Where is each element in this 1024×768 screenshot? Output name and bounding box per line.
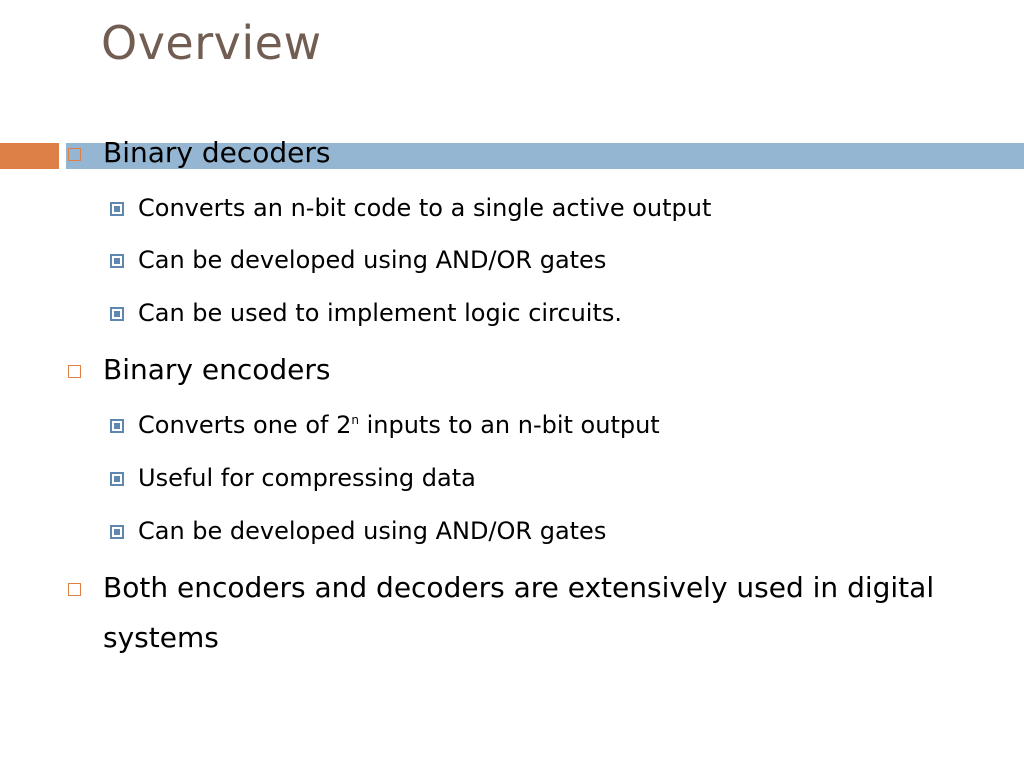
- sub-bullet-text: Useful for compressing data: [138, 464, 476, 492]
- filled-square-bullet-icon: [110, 307, 124, 321]
- sub-bullet-text: Can be developed using AND/OR gates: [138, 517, 607, 545]
- filled-square-bullet-icon: [110, 202, 124, 216]
- sub-bullet-text: Converts an n-bit code to a single active output: [138, 194, 712, 222]
- bullet-text: Binary encoders: [103, 353, 331, 386]
- filled-square-bullet-icon: [110, 419, 124, 433]
- bullet-text: Both encoders and decoders are extensively used in digital systems: [103, 571, 935, 654]
- superscript-n: n: [351, 413, 359, 427]
- sub-bullet-text: Can be used to implement logic circuits.: [138, 299, 623, 327]
- bullet-text: Binary decoders: [103, 136, 331, 169]
- sub-bullet-text: Converts one of 2$^n$ inputs to an n-bit output: [138, 411, 660, 439]
- filled-square-bullet-icon: [110, 472, 124, 486]
- filled-square-bullet-icon: [110, 254, 124, 268]
- slide-title: Overview: [101, 16, 322, 70]
- accent-bar-orange: [0, 143, 59, 169]
- hollow-square-bullet-icon: [68, 148, 81, 161]
- filled-square-bullet-icon: [110, 525, 124, 539]
- hollow-square-bullet-icon: [68, 365, 81, 378]
- sub-bullet-text: Can be developed using AND/OR gates: [138, 246, 607, 274]
- hollow-square-bullet-icon: [68, 583, 81, 596]
